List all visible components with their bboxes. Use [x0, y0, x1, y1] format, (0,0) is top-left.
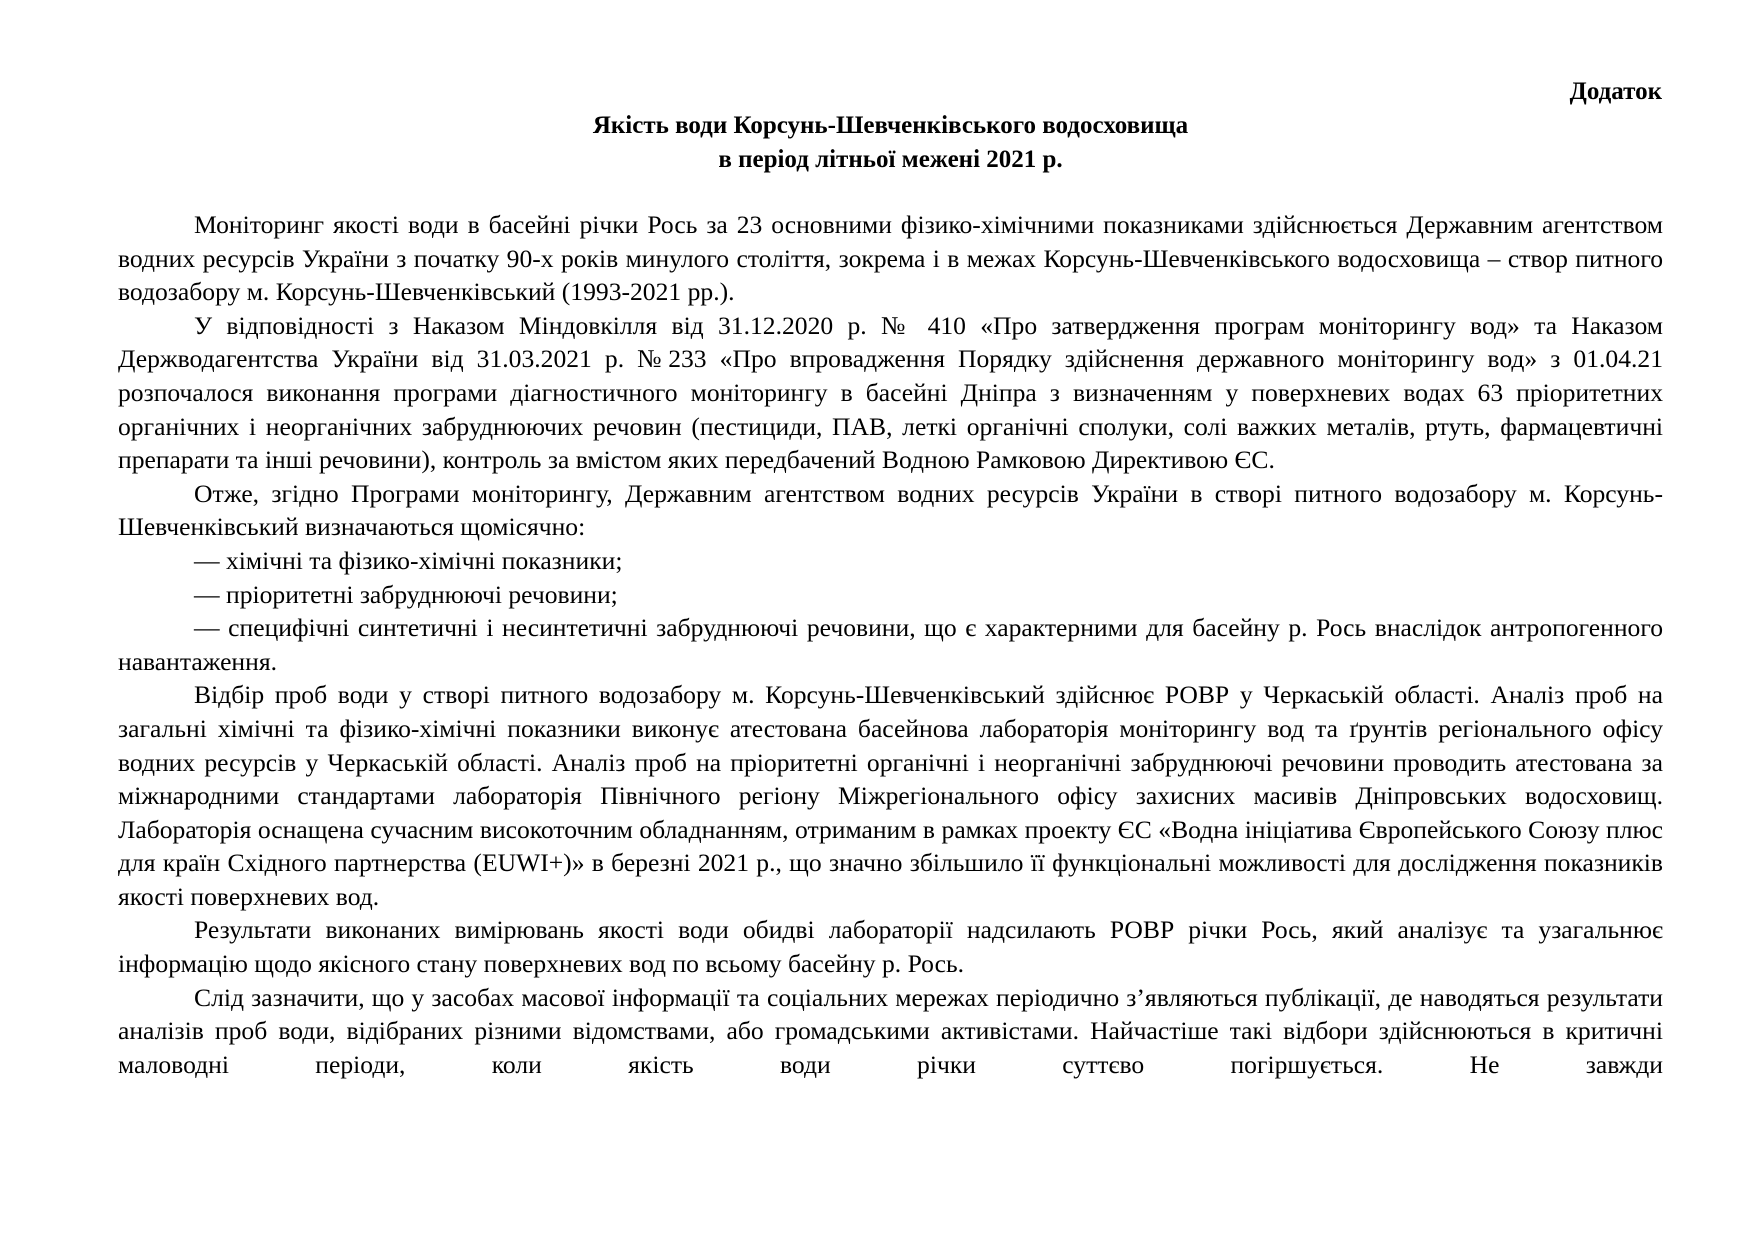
- paragraph-monthly-determination: Отже, згідно Програми моніторингу, Державним агентством водних ресурсів України в створі питного водозабору м. Корсунь-Шевченківський визначаються щомісячно:: [118, 478, 1663, 542]
- list-item-priority-pollutants: — пріоритетні забруднюючі речовини;: [194, 579, 618, 609]
- paragraph-monitoring-intro: Моніторинг якості води в басейні річки Рось за 23 основними фізико-хімічними показниками здійснюється Державним агентством водних ресурсів України з початку 90-х років минулого століття, зокрема і в межах Корсунь-Шевченківського водосховища – створ питного водозабору м. Корсунь-Шевченківський (1993-2021 рр.).: [118, 210, 1663, 307]
- paragraph-results-reporting: Результати виконаних вимірювань якості води обидві лабораторії надсилають РОВР річки Рось, який аналізує та узагальнює інформацію щодо якісного стану поверхневих вод по всьому басейну р. Рось.: [118, 915, 1663, 979]
- list-item-chemical-indicators: — хімічні та фізико-хімічні показники;: [194, 545, 623, 575]
- paragraph-order-reference: У відповідності з Наказом Міндовкілля від 31.12.2020 р. № 410 «Про затвердження програм моніторингу вод» та Наказом Держводагентства України від 31.03.2021 р. №233 «Про впровадження Порядку здійснення державного моніторингу вод» з 01.04.21 розпочалося виконання програми діагностичного моніторингу в басейні Дніпра з визначенням у поверхневих водах 63 пріоритетних органічних і неорганічних забруднюючих речовин (пестициди, ПАВ, леткі органічні сполуки, солі важких металів, ртуть, фармацевтичні препарати та інші речовини), контроль за вмістом яких передбачений Водною Рамковою Директивою ЄС.: [118, 310, 1663, 475]
- document-title-line-2: в період літньої межені 2021 р.: [718, 146, 1063, 173]
- document-title-line-1: Якість води Корсунь-Шевченківського водосховища: [592, 112, 1189, 139]
- annex-label: Додаток: [1569, 78, 1662, 105]
- document-title: [118, 109, 1663, 177]
- paragraph-sampling-laboratories: Відбір проб води у створі питного водозабору м. Корсунь-Шевченківський здійснює РОВР у Черкаській області. Аналіз проб на загальні хімічні та фізико-хімічні показники виконує атестована басейнова лабораторія моніторингу вод та ґрунтів регіонального офісу водних ресурсів у Черкаській області. Аналіз проб на пріоритетні органічні і неорганічні забруднюючі речовини проводить атестована за міжнародними стандартами лабораторія Північного регіону Міжрегіонального офісу захисних масивів Дніпровських водосховищ. Лабораторія оснащена сучасним високоточним обладнанням, отриманим в рамках проекту ЄС «Водна ініціатива Європейського Союзу плюс для країн Східного партнерства (EUWI+)» в березні 2021 р., що значно збільшило її функціональні можливості для дослідження показників якості поверхневих вод.: [118, 680, 1663, 911]
- list-item-specific-pollutants: — специфічні синтетичні і несинтетичні забруднюючі речовини, що є характерними для басейну р. Рось внаслідок антропогенного навантаження.: [118, 613, 1663, 676]
- document-body: [118, 208, 1663, 1081]
- paragraph-media-publications: Слід зазначити, що у засобах масової інформації та соціальних мережах періодично з’являються публікації, де наводяться результати аналізів проб води, відібраних різними відомствами, або громадськими активістами. Найчастіше такі відбори здійснюються в критичні маловодні періоди, коли якість води річки суттєво погіршується. Не завжди: [118, 982, 1663, 1079]
